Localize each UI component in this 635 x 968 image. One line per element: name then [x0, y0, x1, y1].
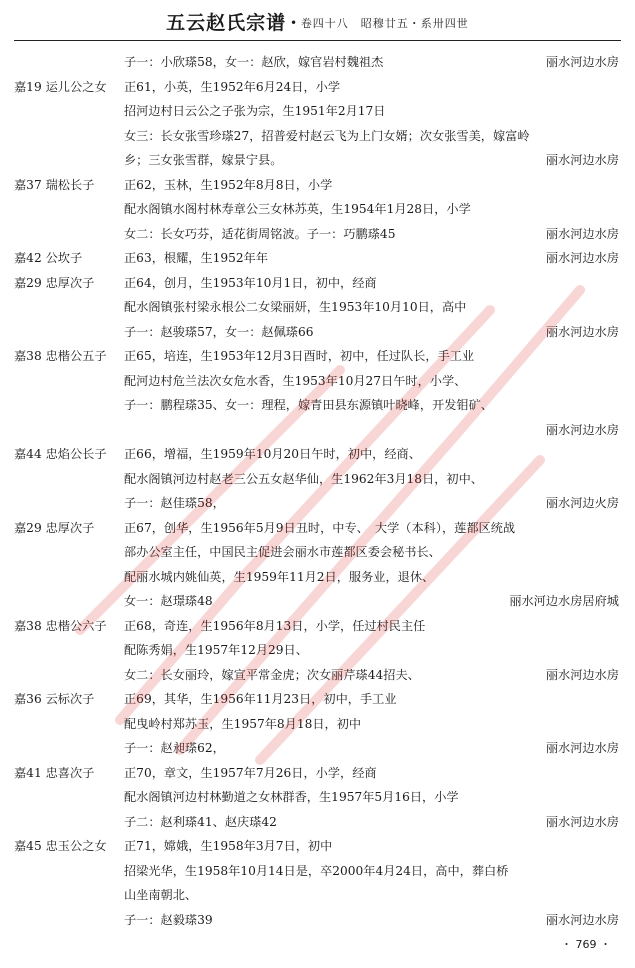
entry-line [0, 589, 635, 614]
entry-text: 配丽水城内姚仙英，生1959年11月2日，服务业，退休、 [124, 569, 435, 584]
entry-branch-location: 丽水河边水房 [545, 251, 619, 265]
entry-line [0, 540, 635, 565]
entry-line [0, 638, 635, 663]
entry-lineage-label: 嘉19 运儿公之女 [14, 79, 107, 94]
entry-branch-location: 丽水河边水房 [545, 55, 619, 69]
entry-line [0, 908, 635, 933]
entry-lineage-label: 嘉37 瑞松长子 [14, 177, 95, 192]
entry-line [0, 712, 635, 737]
entry-line [0, 295, 635, 320]
entry-line [0, 344, 635, 369]
entry-line [0, 442, 635, 467]
entry-text: 配水阁镇河边村林勤道之女林群香，生1957年5月16日，小学 [124, 790, 459, 804]
entry-text: 部办公室主任，中国民主促进会丽水市莲都区委会秘书长、 [124, 545, 441, 559]
entry-line [0, 883, 635, 908]
entry-text: 子一：鹏程瑹35、女一：理程，嫁青田县东源镇叶晓峰，开发钼矿、 [124, 398, 493, 412]
entry-text: 子二：赵利瑹41、赵庆瑹42 [124, 814, 277, 829]
entry-branch-location: 丽水河边水房 [545, 324, 619, 339]
entry-text: 配水阁镇河边村赵老三公五女赵华仙，生1962年3月18日，初中、 [124, 471, 483, 486]
entry-lineage-label: 嘉41 忠喜次子 [14, 765, 95, 780]
entry-text: 子一：小欣瑹58，女一：赵欣，嫁官岩村魏祖杰 [124, 55, 384, 69]
entry-text: 配河边村危兰法次女危水香，生1953年10月27日午时，小学、 [124, 373, 467, 388]
entry-line [0, 859, 635, 884]
entry-lineage-label: 嘉29 忠厚次子 [14, 275, 95, 290]
entry-line [0, 418, 635, 443]
entry-text: 正62，玉林，生1952年8月8日，小学 [124, 177, 333, 192]
entry-text: 正70，章文，生1957年7月26日，小学，经商 [124, 765, 377, 780]
genealogy-entries [0, 50, 635, 932]
entry-text: 正67，创华，生1956年5月9日丑时，中专、 大学（本科），莲都区统战 [124, 520, 516, 535]
entry-line [0, 663, 635, 688]
entry-text: 正65，培连，生1953年12月3日酉时，初中，任过队长，手工业 [124, 349, 475, 363]
entry-line [0, 393, 635, 418]
entry-text: 子一：赵毅瑹39 [124, 912, 213, 927]
genealogy-title: 五云赵氏宗谱 [166, 12, 287, 34]
entry-lineage-label: 嘉36 云标次子 [14, 692, 95, 706]
entry-text: 正68，奇连，生1956年8月13日，小学，任过村民主任 [124, 618, 426, 633]
entry-line [0, 785, 635, 810]
entry-line [0, 320, 635, 345]
entry-lineage-label: 嘉44 忠焰公长子 [14, 447, 107, 461]
entry-text: 子一：赵昶瑹62， [124, 741, 225, 755]
entry-text: 正69，其华，生1956年11月23日，初中，手工业 [124, 692, 397, 706]
entry-text: 配陈秀娟，生1957年12月29日、 [124, 643, 308, 657]
entry-line [0, 467, 635, 492]
entry-text: 子一：赵骏瑹57，女一：赵佩瑹66 [124, 324, 314, 339]
entry-text: 女三：长女张雪珍瑹27，招普爱村赵云飞为上门女婿；次女张雪美，嫁富岭 [124, 128, 530, 143]
entry-line [0, 50, 635, 75]
entry-text: 配水阁镇水阁村林寿章公三女林苏英，生1954年1月28日，小学 [124, 202, 471, 216]
entry-branch-location: 丽水河边火房 [545, 496, 619, 510]
entry-branch-location: 丽水河边水房居府城 [509, 594, 619, 608]
entry-text: 招河边村日云公之子张为宗，生1951年2月17日 [124, 104, 386, 118]
header-rule [14, 40, 621, 41]
entry-branch-location: 丽水河边水房 [545, 667, 619, 682]
entry-text: 正71，嫦娥，生1958年3月7日，初中 [124, 839, 333, 853]
entry-line [0, 99, 635, 124]
entry-branch-location: 丽水河边水房 [545, 153, 619, 167]
entry-line [0, 75, 635, 100]
entry-line [0, 736, 635, 761]
entry-text: 配水阁镇张村梁永根公二女梁丽妍，生1953年10月10日，高中 [124, 300, 467, 314]
entry-line [0, 834, 635, 859]
entry-lineage-label: 嘉42 公坎子 [14, 251, 83, 265]
entry-line [0, 369, 635, 394]
entry-line [0, 491, 635, 516]
entry-lineage-label: 嘉38 忠楷公六子 [14, 618, 107, 633]
entry-text: 山坐南朝北、 [124, 888, 198, 902]
entry-line [0, 148, 635, 173]
entry-text: 配曳岭村郑苏玉，生1957年8月18日，初中 [124, 716, 362, 731]
entry-lineage-label: 嘉45 忠玉公之女 [14, 839, 107, 853]
entry-branch-location: 丽水河边水房 [545, 422, 619, 437]
entry-text: 招梁光华，生1958年10月14日是，卒2000年4月24日，高中，葬白桥 [124, 863, 509, 878]
entry-branch-location: 丽水河边水房 [545, 226, 619, 241]
title-separator: · [290, 12, 297, 34]
entry-line [0, 271, 635, 296]
entry-text: 子一：赵佳瑹58， [124, 496, 225, 510]
entry-line [0, 810, 635, 835]
entry-lineage-label: 嘉38 忠楷公五子 [14, 349, 107, 363]
entry-text: 正61，小英，生1952年6月24日，小学 [124, 79, 341, 94]
entry-line [0, 516, 635, 541]
entry-text: 正66，增福，生1959年10月20日午时，初中，经商、 [124, 447, 421, 461]
entry-line [0, 761, 635, 786]
volume-subtitle: 卷四十八 昭穆廿五・系卅四世 [300, 17, 469, 30]
entry-line [0, 565, 635, 590]
entry-text: 正64，创月，生1953年10月1日，初中，经商 [124, 275, 377, 290]
entry-line [0, 197, 635, 222]
entry-lineage-label: 嘉29 忠厚次子 [14, 520, 95, 535]
entry-branch-location: 丽水河边水房 [545, 912, 619, 927]
page-header [0, 8, 635, 42]
entry-line [0, 614, 635, 639]
entry-text: 女二：长女巧芬，适花街周铭波。子一：巧鹏瑹45 [124, 226, 396, 241]
entry-line [0, 246, 635, 271]
page-number: ・ 769 ・ [561, 938, 611, 951]
entry-text: 女一：赵璟瑹48 [124, 594, 213, 608]
entry-text: 女二：长女丽玲，嫁宣平常金虎；次女丽芹瑹44招夫、 [124, 667, 420, 682]
entry-line [0, 124, 635, 149]
entry-text: 正63，根耀，生1952年年 [124, 251, 269, 265]
entry-branch-location: 丽水河边水房 [545, 814, 619, 829]
entry-text: 乡；三女张雪群，嫁景宁县。 [124, 153, 283, 167]
entry-line [0, 222, 635, 247]
entry-line [0, 687, 635, 712]
entry-branch-location: 丽水河边水房 [545, 741, 619, 755]
entry-line [0, 173, 635, 198]
